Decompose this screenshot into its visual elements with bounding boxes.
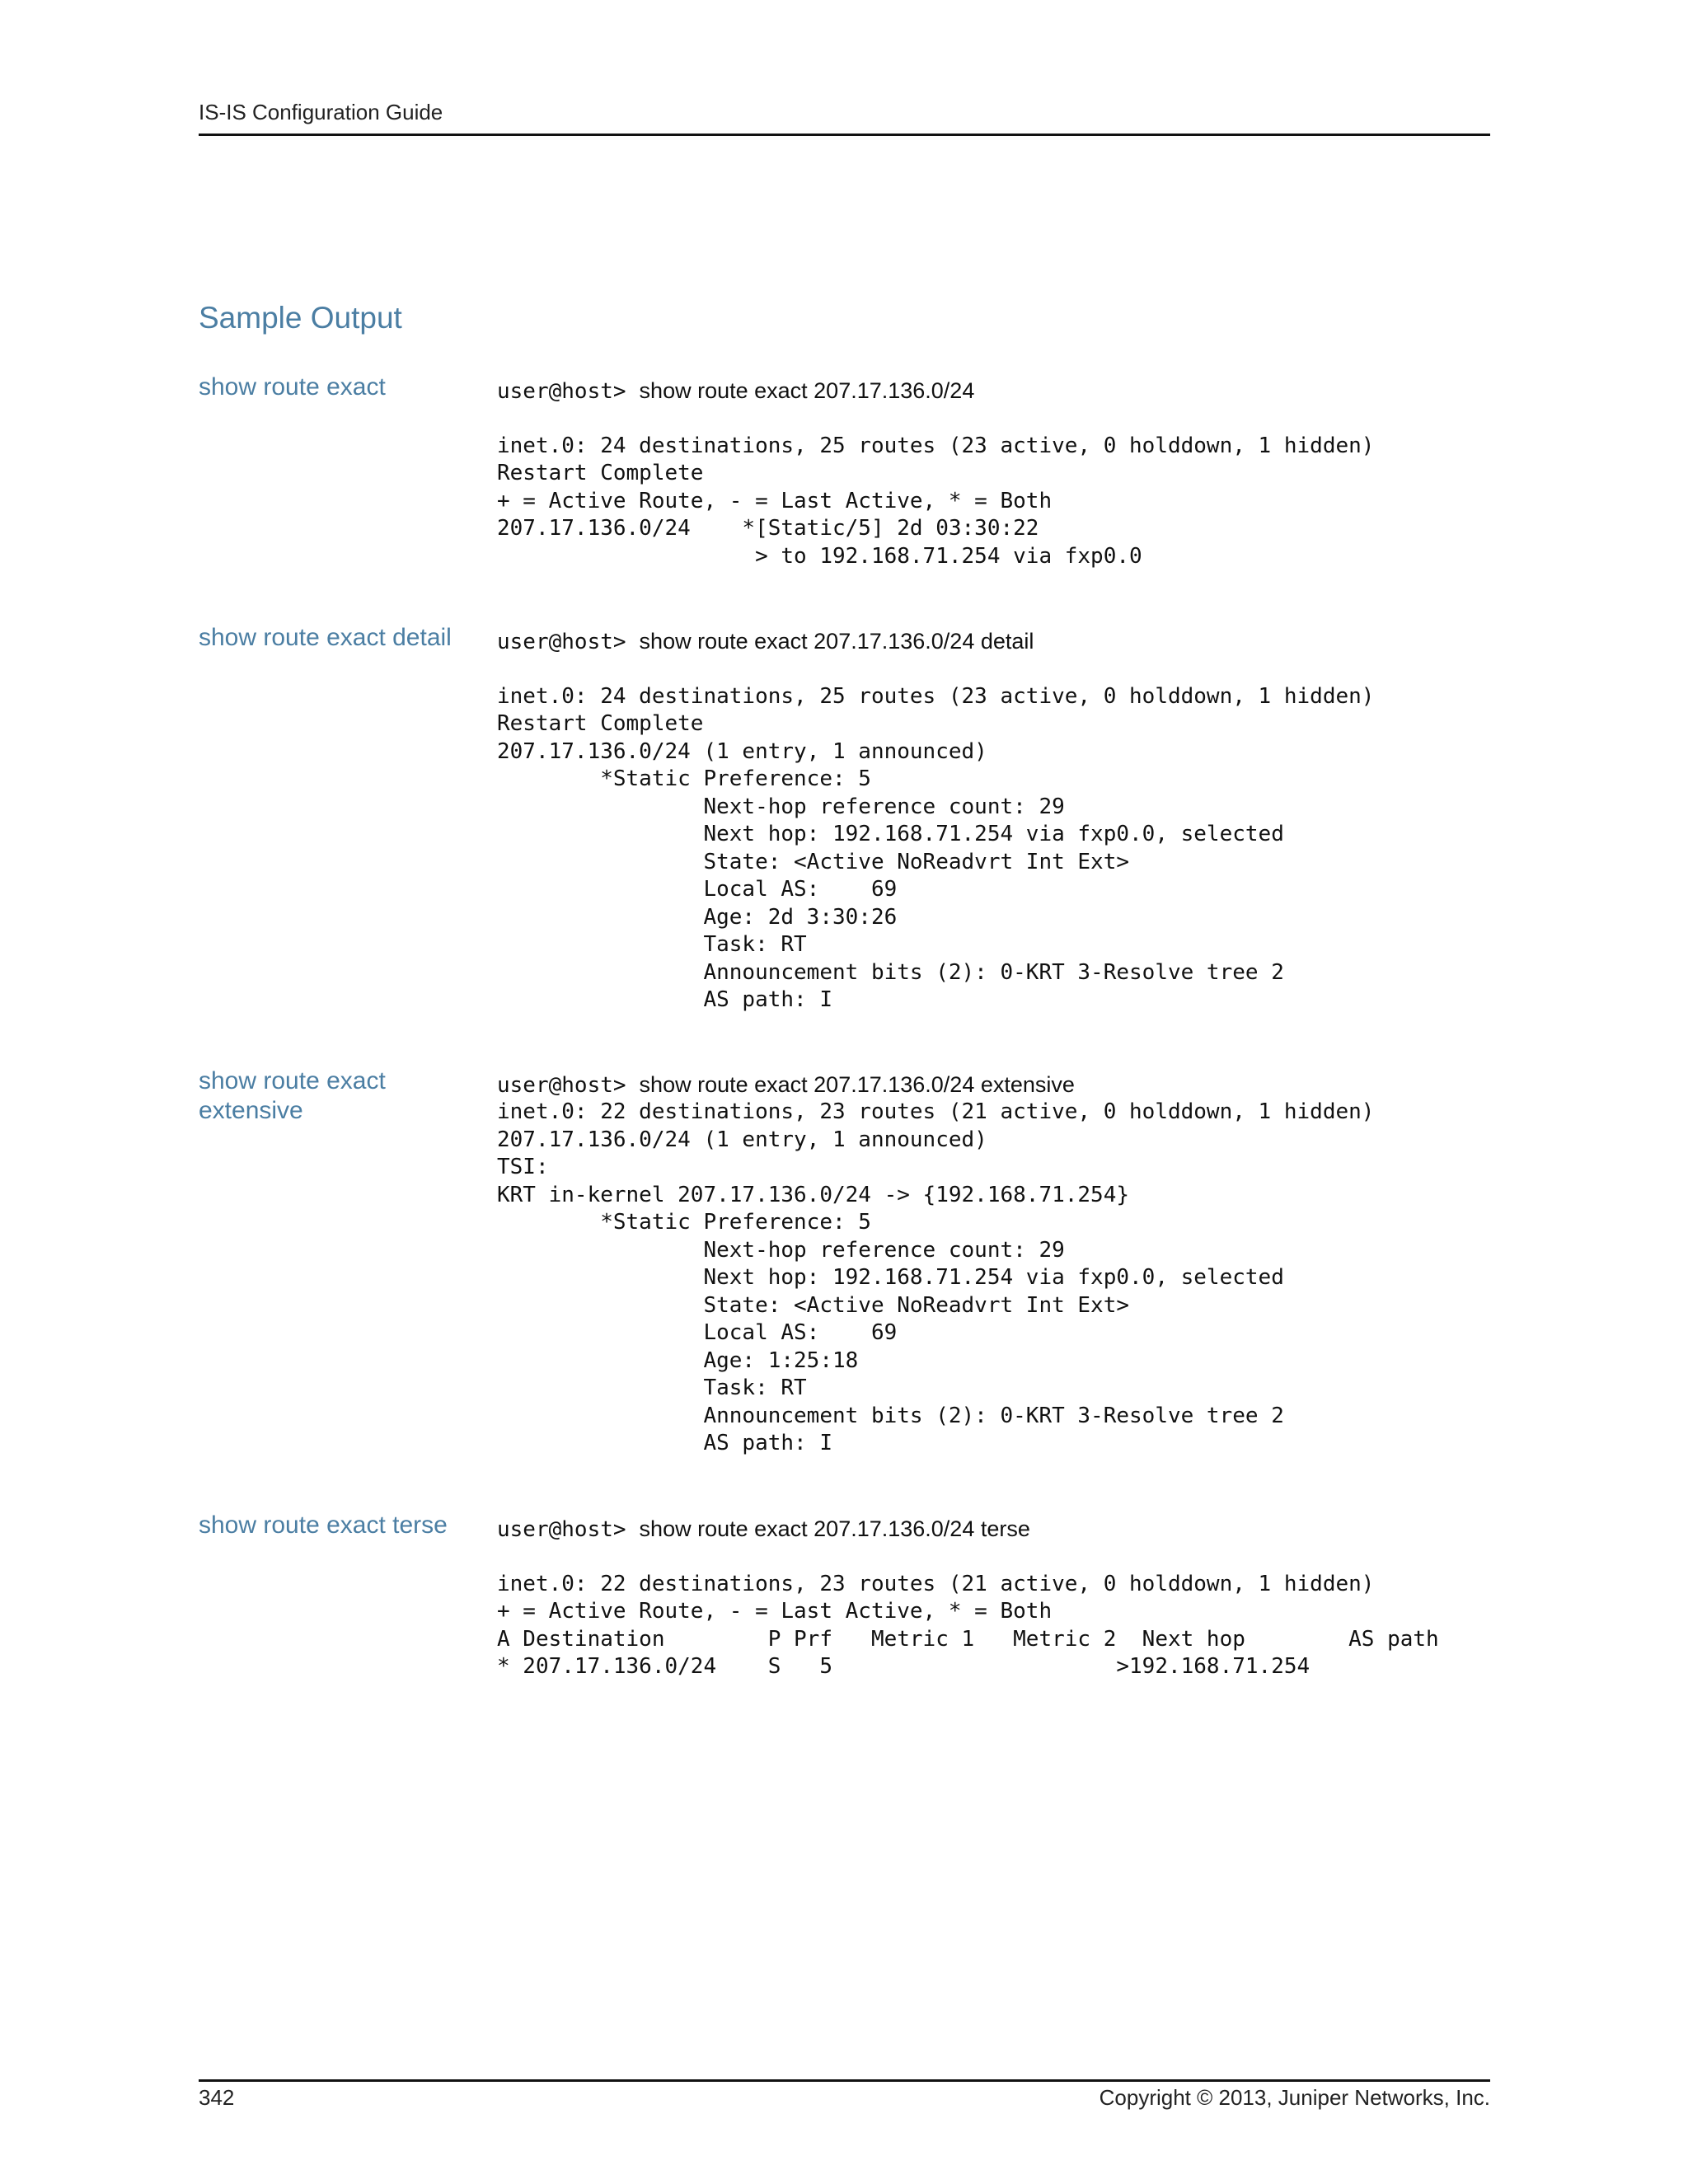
prompt: user@host> (497, 379, 626, 404)
output-line: Next-hop reference count: 29 (497, 794, 1065, 819)
output-block-detail (497, 627, 1486, 1015)
prompt: user@host> (497, 1073, 626, 1098)
output-line: AS path: I (497, 1431, 832, 1455)
output-line: TSI: (497, 1155, 549, 1179)
output-line: inet.0: 22 destinations, 23 routes (21 active, 0 holddown, 1 hidden) (497, 1571, 1375, 1596)
output-line: > to 192.168.71.254 via fxp0.0 (497, 543, 1142, 569)
output-line (497, 655, 1486, 683)
page-number: 342 (199, 2085, 235, 2110)
command-line (497, 1071, 1486, 1099)
output-line: inet.0: 24 destinations, 25 routes (23 active, 0 holddown, 1 hidden) (497, 683, 1375, 709)
output-line: Age: 2d 3:30:26 (497, 904, 898, 930)
section-title: Sample Output (199, 301, 402, 335)
header-divider (199, 134, 1490, 136)
output-line: State: <Active NoReadvrt Int Ext> (497, 849, 1130, 874)
prompt: user@host> (497, 630, 626, 654)
command-line (497, 627, 1486, 655)
output-line: Next hop: 192.168.71.254 via fxp0.0, selected (497, 1265, 1284, 1290)
command: show route exact 207.17.136.0/24 detail (639, 629, 1034, 654)
command: show route exact 207.17.136.0/24 (639, 378, 975, 403)
output-line: Restart Complete (497, 461, 704, 485)
output-line: Local AS: 69 (497, 1320, 898, 1345)
command-line (497, 1515, 1486, 1543)
side-label-show-route-exact-detail: show route exact detail (199, 624, 452, 651)
footer-divider (199, 2079, 1490, 2082)
output-line: Restart Complete (497, 711, 704, 736)
output-block-terse (497, 1515, 1486, 1681)
side-label-line: extensive (199, 1097, 303, 1124)
output-block-extensive (497, 1071, 1486, 1458)
output-line: * 207.17.136.0/24 S 5 >192.168.71.254 (497, 1654, 1311, 1679)
side-label-line: show route exact (199, 1067, 386, 1094)
output-line: Next hop: 192.168.71.254 via fxp0.0, selected (497, 822, 1284, 846)
side-label-show-route-exact-extensive (199, 1066, 479, 1126)
output-line: + = Active Route, - = Last Active, * = Both (497, 488, 1053, 513)
output-line: 207.17.136.0/24 (1 entry, 1 announced) (497, 1127, 987, 1152)
output-line (497, 405, 1486, 433)
output-line: Task: RT (497, 932, 807, 957)
output-line: KRT in-kernel 207.17.136.0/24 -> {192.168.71.254} (497, 1182, 1130, 1207)
output-line: 207.17.136.0/24 (1 entry, 1 announced) (497, 738, 987, 764)
output-line: Announcement bits (2): 0-KRT 3-Resolve tree 2 (497, 959, 1284, 985)
output-line: A Destination P Prf Metric 1 Metric 2 Next hop AS path (497, 1626, 1439, 1652)
output-line: inet.0: 24 destinations, 25 routes (23 active, 0 holddown, 1 hidden) (497, 433, 1375, 458)
output-line: *Static Preference: 5 (497, 766, 871, 791)
output-line: Next-hop reference count: 29 (497, 1237, 1065, 1263)
output-line: + = Active Route, - = Last Active, * = Both (497, 1599, 1053, 1624)
copyright-notice: Copyright © 2013, Juniper Networks, Inc. (1099, 2085, 1490, 2110)
output-line: *Static Preference: 5 (497, 1210, 871, 1235)
command: show route exact 207.17.136.0/24 extensive (639, 1072, 1075, 1097)
output-line: 207.17.136.0/24 *[Static/5] 2d 03:30:22 (497, 516, 1039, 541)
output-block-exact (497, 377, 1486, 570)
output-line: State: <Active NoReadvrt Int Ext> (497, 1292, 1130, 1318)
output-line: Local AS: 69 (497, 877, 898, 902)
output-line: AS path: I (497, 987, 832, 1012)
output-line: Announcement bits (2): 0-KRT 3-Resolve tree 2 (497, 1403, 1284, 1428)
prompt: user@host> (497, 1517, 626, 1542)
side-label-show-route-exact: show route exact (199, 373, 386, 401)
running-header: IS-IS Configuration Guide (199, 100, 443, 124)
output-line: Task: RT (497, 1376, 807, 1400)
output-line: inet.0: 22 destinations, 23 routes (21 active, 0 holddown, 1 hidden) (497, 1099, 1375, 1124)
side-label-show-route-exact-terse: show route exact terse (199, 1511, 448, 1539)
output-line (497, 1543, 1486, 1571)
command: show route exact 207.17.136.0/24 terse (639, 1516, 1030, 1541)
output-line: Age: 1:25:18 (497, 1347, 859, 1373)
command-line (497, 377, 1486, 405)
